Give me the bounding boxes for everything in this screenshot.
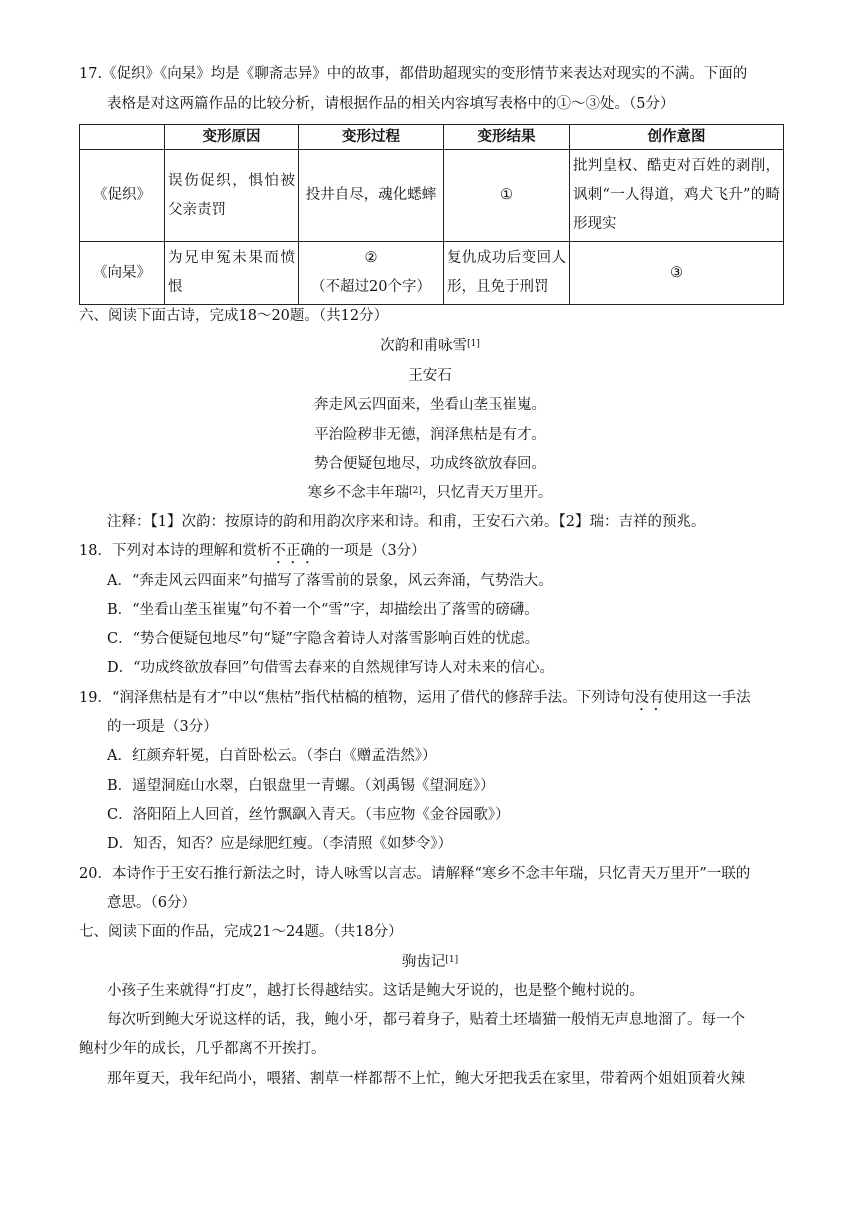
- option-a: A．红颜弃轩冕，白首卧松云。（李白《赠孟浩然》）: [107, 748, 437, 764]
- option-b: B．“坐看山垄玉崔嵬”句不着一个“雪”字，却描绘出了落雪的磅礴。: [107, 602, 539, 618]
- poem-line: 平治险秽非无德，润泽焦枯是有才。: [314, 427, 546, 443]
- article-title: 驹齿记[1]: [401, 954, 459, 970]
- article-paragraph: 鲍村少年的成长，几乎都离不开挨打。: [79, 1041, 326, 1057]
- footnote-marker: [1]: [467, 339, 480, 349]
- table-cell: ③: [570, 242, 784, 305]
- table-cell: 误伤促织，惧怕被父亲责罚: [165, 150, 299, 242]
- poem-title: 次韵和甫咏雪[1]: [380, 338, 480, 354]
- poem-line: 奔走风云四面来，坐看山垄玉崔嵬。: [314, 397, 546, 413]
- table-cell: 《促织》: [80, 150, 165, 242]
- emphasis-text: 没有: [634, 690, 664, 706]
- table-row: [80, 242, 784, 305]
- poem-author: 王安石: [408, 368, 452, 384]
- poem-line: 寒乡不念丰年瑞[2]，只忆青天万里开。: [307, 485, 553, 501]
- option-a: A．“奔走风云四面来”句描写了落雪前的景象，风云奔涌，气势浩大。: [107, 573, 553, 589]
- poem-notes: 注释：【1】次韵：按原诗的韵和用韵次序来和诗。和甫，王安石六弟。【2】瑞：吉祥的预兆。: [107, 514, 706, 530]
- table-cell: 批判皇权、酷吏对百姓的剥削，讽刺“一人得道，鸡犬飞升”的畸形现实: [570, 150, 784, 242]
- table-cell: 复仇成功后变回人形，且免于刑罚: [444, 242, 570, 305]
- article-paragraph: 每次听到鲍大牙说这样的话，我，鲍小牙，都弓着身子，贴着土坯墙猫一般悄无声息地溜了。每一个: [107, 1012, 745, 1028]
- article-paragraph: 那年夏天，我年纪尚小，喂猪、割草一样都帮不上忙，鲍大牙把我丢在家里，带着两个姐姐顶着火辣: [107, 1071, 745, 1087]
- question-stem: 18．下列对本诗的理解和赏析不正确的一项是（3分）: [79, 543, 426, 559]
- q17-line2: 表格是对这两篇作品的比较分析，请根据作品的相关内容填写表格中的①～③处。（5分）: [107, 96, 675, 112]
- table-cell: 为兄申冤未果而愤恨: [165, 242, 299, 305]
- question-stem: 19．“润泽焦枯是有才”中以“焦枯”指代枯槁的植物，运用了借代的修辞手法。下列诗句没有使用这一手法: [79, 690, 751, 706]
- table-cell: 投井自尽，魂化蟋蟀: [299, 150, 444, 242]
- poem-line: 势合便疑包地尽，功成终欲放春回。: [314, 456, 546, 472]
- table-header: 变形过程: [299, 125, 444, 150]
- option-d: D．知否，知否？应是绿肥红瘦。（李清照《如梦令》）: [107, 836, 453, 852]
- section-heading: 七、阅读下面的作品，完成21～24题。（共18分）: [79, 924, 403, 940]
- answer-length-note: （不超过20个字）: [311, 279, 431, 295]
- option-c: C．“势合便疑包地尽”句“疑”字隐含着诗人对落雪影响百姓的忧虑。: [107, 631, 540, 647]
- option-b: B．遥望洞庭山水翠，白银盘里一青螺。（刘禹锡《望洞庭》）: [107, 778, 495, 794]
- table-header: [80, 125, 165, 150]
- footnote-marker: [2]: [409, 486, 422, 496]
- table-header: 变形原因: [165, 125, 299, 150]
- option-c: C．洛阳陌上人回首，丝竹飘飖入青天。（韦应物《金谷园歌》）: [107, 807, 510, 823]
- table-row: [80, 150, 784, 242]
- question-stem: 20．本诗作于王安石推行新法之时，诗人咏雪以言志。请解释“寒乡不念丰年瑞，只忆青天万里开”一联的: [79, 866, 751, 882]
- comparison-table: [79, 124, 784, 305]
- question-stem-line2: 意思。（6分）: [107, 895, 196, 911]
- table-header: 变形结果: [444, 125, 570, 150]
- table-header: 创作意图: [570, 125, 784, 150]
- table-cell: [299, 242, 444, 305]
- section-heading: 六、阅读下面古诗，完成18～20题。（共12分）: [79, 308, 389, 324]
- article-paragraph: 小孩子生来就得“打皮”，越打长得越结实。这话是鲍大牙说的，也是整个鲍村说的。: [107, 983, 644, 999]
- option-d: D．“功成终欲放春回”句借雪去春来的自然规律写诗人对未来的信心。: [107, 660, 554, 676]
- question-stem-line2: 的一项是（3分）: [107, 719, 218, 735]
- emphasis-text: 不正确: [271, 543, 315, 559]
- footnote-marker: [1]: [445, 955, 459, 965]
- table-header-row: [80, 125, 784, 150]
- q17-line1: 17.《促织》《向杲》均是《聊斋志异》中的故事，都借助超现实的变形情节来表达对现实的不满。下面的: [79, 66, 748, 82]
- table-cell: ①: [444, 150, 570, 242]
- answer-blank-mark: ②: [364, 250, 378, 266]
- table-cell: 《向杲》: [80, 242, 165, 305]
